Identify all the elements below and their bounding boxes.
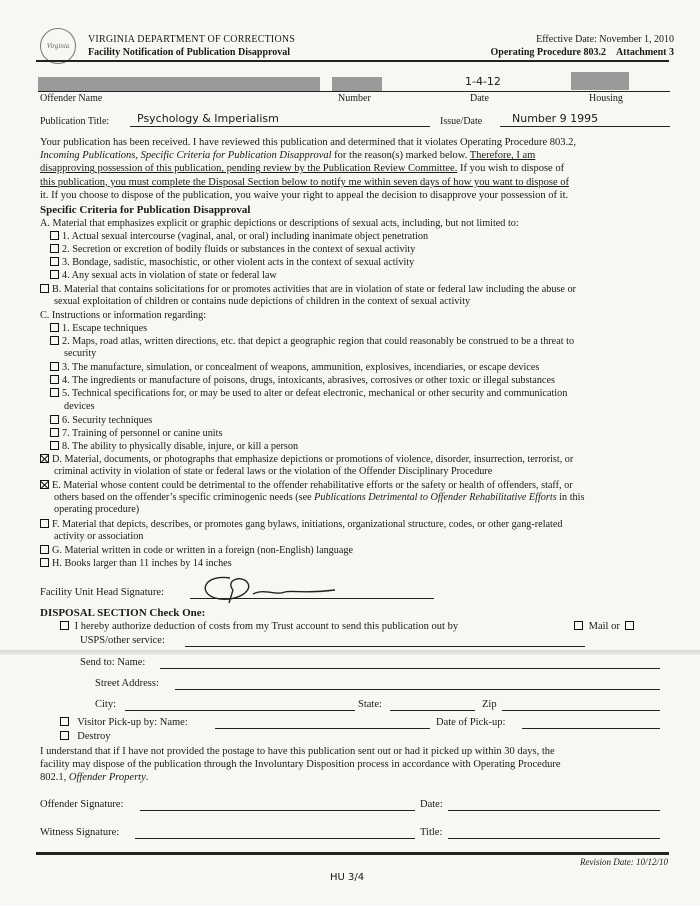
criteria-c2-label: 2. Maps, road atlas, written directions, etc. that depict a geographic region that could reasonably be construed to be a threat to bbox=[62, 336, 575, 347]
checkbox-usps[interactable] bbox=[625, 621, 634, 630]
date-pickup-label: Date of Pick-up: bbox=[436, 717, 506, 728]
issue-date-label: Issue/Date bbox=[440, 116, 483, 127]
signature-scribble-icon bbox=[195, 570, 345, 604]
send-to-name-line[interactable] bbox=[160, 668, 660, 669]
intro-paragraph bbox=[40, 136, 672, 202]
city-label: City: bbox=[95, 699, 117, 710]
checkbox-c8[interactable] bbox=[50, 441, 59, 450]
number-label: Number bbox=[338, 93, 371, 104]
checkbox-d-checked[interactable] bbox=[40, 454, 49, 463]
intro-line-4 bbox=[40, 176, 672, 189]
checkbox-c3[interactable] bbox=[50, 362, 59, 371]
housing-label: Housing bbox=[589, 93, 623, 104]
criteria-f-cont: activity or association bbox=[54, 531, 144, 542]
zip-label: Zip bbox=[482, 699, 497, 710]
checkbox-c6[interactable] bbox=[50, 415, 59, 424]
notice-line-3-a: 802.1, bbox=[40, 772, 69, 784]
criteria-e-cont2: operating procedure) bbox=[54, 504, 140, 515]
criteria-c2-cont: security bbox=[64, 348, 97, 359]
criteria-d-label: D. Material, documents, or photographs that emphasize depictions or promotions of violence, disorder, insurrection, terrorist, or bbox=[52, 454, 574, 465]
criteria-b-label: B. Material that contains solicitations for or promotes activities that are in violation of state or federal law including the abuse or bbox=[52, 284, 576, 295]
offender-date-line[interactable] bbox=[448, 810, 660, 811]
header-right bbox=[491, 33, 675, 59]
criteria-g bbox=[40, 545, 353, 557]
witness-signature-label: Witness Signature: bbox=[40, 827, 120, 838]
procedure-ref bbox=[491, 46, 675, 59]
offender-name-label: Offender Name bbox=[40, 93, 103, 104]
date-value[interactable]: 1-4-12 bbox=[465, 75, 501, 88]
criteria-c1-label: 1. Escape techniques bbox=[62, 323, 148, 334]
criteria-c4 bbox=[50, 375, 555, 387]
footer-rule bbox=[36, 852, 669, 855]
criteria-a: A. Material that emphasizes explicit or graphic depictions or descriptions of sexual acts, including, but not limited to: bbox=[40, 218, 519, 229]
intro-line-5: it. If you choose to dispose of the publication, you waive your right to appeal the decision to disapprove your possession of it. bbox=[40, 189, 569, 201]
criteria-c: C. Instructions or information regarding: bbox=[40, 310, 207, 321]
criteria-a4-label: 4. Any sexual acts in violation of state or federal law bbox=[62, 270, 277, 281]
city-line[interactable] bbox=[125, 710, 355, 711]
criteria-heading: Specific Criteria for Publication Disapproval bbox=[40, 204, 251, 216]
facility-signature-label: Facility Unit Head Signature: bbox=[40, 587, 164, 598]
checkbox-c1[interactable] bbox=[50, 323, 59, 332]
criteria-c6-label: 6. Security techniques bbox=[62, 415, 153, 426]
zip-line[interactable] bbox=[502, 710, 660, 711]
checkbox-f[interactable] bbox=[40, 519, 49, 528]
scan-band bbox=[0, 650, 700, 655]
criteria-a2 bbox=[50, 244, 415, 256]
redacted-offender-name bbox=[38, 77, 320, 91]
usps-line bbox=[185, 646, 585, 647]
checkbox-a1[interactable] bbox=[50, 231, 59, 240]
authorize-label: I hereby authorize deduction of costs from my Trust account to send this publication out by bbox=[74, 621, 459, 632]
criteria-c8-label: 8. The ability to physically disable, injure, or kill a person bbox=[62, 441, 299, 452]
checkbox-b[interactable] bbox=[40, 284, 49, 293]
publication-title-value[interactable]: Psychology & Imperialism bbox=[137, 112, 279, 125]
mail-option bbox=[574, 621, 637, 632]
criteria-a4 bbox=[50, 270, 277, 282]
criteria-b-cont: sexual exploitation of children or contains nude depictions of children in the context of sexual activity bbox=[54, 296, 471, 307]
criteria-f-label: F. Material that depicts, describes, or promotes gang bylaws, initiations, organizational structure, codes, or other gang-related bbox=[52, 519, 563, 530]
checkbox-c5[interactable] bbox=[50, 388, 59, 397]
checkbox-c2[interactable] bbox=[50, 336, 59, 345]
disposal-heading: DISPOSAL SECTION Check One: bbox=[40, 607, 206, 619]
criteria-e-label: E. Material whose content could be detrimental to the offender rehabilitative efforts or the safety or health of offenders, staff, or bbox=[52, 480, 573, 491]
seal-icon bbox=[40, 28, 76, 64]
criteria-f bbox=[40, 519, 563, 531]
checkbox-authorize[interactable] bbox=[60, 621, 69, 630]
date-label: Date bbox=[470, 93, 489, 104]
criteria-h bbox=[40, 558, 232, 570]
intro-line-2-underline: Therefore, I am bbox=[469, 150, 536, 162]
checkbox-c7[interactable] bbox=[50, 428, 59, 437]
intro-line-2-rest: for the reason(s) marked below. bbox=[331, 150, 470, 162]
offender-date-label: Date: bbox=[420, 799, 443, 810]
criteria-c5 bbox=[50, 388, 567, 400]
criteria-c6 bbox=[50, 415, 152, 427]
criteria-c2 bbox=[50, 336, 574, 348]
intro-line-4-underline: this publication, you must complete the Disposal Section below to notify me within seven days of how you want to dispose of bbox=[40, 176, 570, 188]
authorize-option bbox=[60, 621, 458, 632]
intro-line-1: Your publication has been received. I have reviewed this publication and determined that it violates Operating Procedure 803.2, bbox=[40, 137, 577, 148]
send-to-name-label: Send to: Name: bbox=[80, 657, 146, 668]
issue-date-line bbox=[500, 126, 670, 127]
criteria-a3 bbox=[50, 257, 414, 269]
criteria-e bbox=[40, 480, 573, 492]
destroy-label: Destroy bbox=[77, 731, 111, 742]
intro-line-2 bbox=[40, 149, 672, 162]
page-stamp: HU 3/4 bbox=[330, 872, 365, 883]
visitor-name-line[interactable] bbox=[215, 728, 430, 729]
witness-title-label: Title: bbox=[420, 827, 443, 838]
criteria-d-cont: criminal activity in violation of state or federal laws or the violation of the Offender Disciplinary Procedure bbox=[54, 466, 493, 477]
offender-signature-line[interactable] bbox=[140, 810, 415, 811]
revision-date: Revision Date: 10/12/10 bbox=[580, 857, 668, 867]
criteria-c5-cont: devices bbox=[64, 401, 95, 412]
notice-line-3-italic: Offender Property bbox=[68, 772, 146, 784]
criteria-c1 bbox=[50, 323, 147, 335]
attachment-number: Attachment 3 bbox=[615, 47, 674, 58]
destroy-option bbox=[60, 731, 111, 742]
criteria-g-label: G. Material written in code or written in a foreign (non-English) language bbox=[52, 545, 354, 556]
criteria-d bbox=[40, 454, 573, 466]
intro-line-3-underline: disapproving possession of this publication, pending review by the Publication Review Committee. bbox=[40, 163, 458, 175]
redacted-number bbox=[332, 77, 382, 91]
state-label: State: bbox=[358, 699, 382, 710]
offender-signature-label: Offender Signature: bbox=[40, 799, 124, 810]
witness-signature-line[interactable] bbox=[135, 838, 415, 839]
disposal-notice bbox=[40, 745, 672, 785]
checkbox-a2[interactable] bbox=[50, 244, 59, 253]
notice-line-1: I understand that if I have not provided the postage to have this publication sent out or had it picked up within 30 days, the bbox=[40, 746, 555, 757]
seal-text: Virginia bbox=[46, 42, 70, 50]
notice-line-3-b: . bbox=[145, 772, 149, 784]
publication-title-label: Publication Title: bbox=[40, 116, 110, 127]
visitor-pickup-option bbox=[60, 717, 188, 728]
criteria-c4-label: 4. The ingredients or manufacture of poisons, drugs, intoxicants, abrasives, corrosives or other toxic or illegal substances bbox=[62, 375, 555, 386]
effective-date: Effective Date: November 1, 2010 bbox=[536, 34, 674, 45]
mail-label: Mail or bbox=[588, 621, 620, 632]
offender-line bbox=[38, 91, 670, 92]
criteria-b bbox=[40, 284, 576, 296]
checkbox-mail[interactable] bbox=[574, 621, 583, 630]
street-address-line[interactable] bbox=[175, 689, 660, 690]
criteria-c7 bbox=[50, 428, 222, 440]
criteria-a1-label: 1. Actual sexual intercourse (vaginal, anal, or oral) including inanimate object penetration bbox=[62, 231, 429, 242]
usps-label: USPS/other service: bbox=[80, 635, 165, 646]
checkbox-destroy[interactable] bbox=[60, 731, 69, 740]
checkbox-a4[interactable] bbox=[50, 270, 59, 279]
publication-title-line bbox=[130, 126, 430, 127]
street-address-label: Street Address: bbox=[95, 678, 159, 689]
criteria-a1 bbox=[50, 231, 428, 243]
criteria-e-cont-b: in this bbox=[556, 492, 585, 503]
criteria-a3-label: 3. Bondage, sadistic, masochistic, or other violent acts in the context of sexual activity bbox=[62, 257, 415, 268]
redacted-housing bbox=[571, 72, 629, 90]
date-pickup-line[interactable] bbox=[522, 728, 660, 729]
criteria-c3 bbox=[50, 362, 539, 374]
criteria-e-cont-italic: Publications Detrimental to Offender Rehabilitative Efforts bbox=[314, 492, 557, 503]
criteria-a2-label: 2. Secretion or excretion of bodily fluids or substances in the context of sexual activity bbox=[62, 244, 416, 255]
header-rule bbox=[36, 60, 669, 62]
witness-title-line[interactable] bbox=[448, 838, 660, 839]
criteria-c7-label: 7. Training of personnel or canine units bbox=[62, 428, 223, 439]
checkbox-g[interactable] bbox=[40, 545, 49, 554]
notice-line-2: facility may dispose of the publication through the Involuntary Disposition process in accordance with Operating Procedure bbox=[40, 759, 561, 771]
issue-date-value[interactable]: Number 9 1995 bbox=[512, 112, 599, 125]
state-line[interactable] bbox=[390, 710, 475, 711]
criteria-h-label: H. Books larger than 11 inches by 14 inches bbox=[52, 558, 232, 569]
procedure-title: Incoming Publications, Specific Criteria for Publication Disapproval bbox=[40, 150, 332, 162]
checkbox-visitor-pickup[interactable] bbox=[60, 717, 69, 726]
checkbox-c4[interactable] bbox=[50, 375, 59, 384]
procedure-number: Operating Procedure 803.2 bbox=[490, 47, 606, 58]
criteria-c5-label: 5. Technical specifications for, or may be used to alter or defeat electronic, mechanical or other security and communication bbox=[62, 388, 568, 399]
form-title: Facility Notification of Publication Disapproval bbox=[88, 47, 291, 58]
department-name: VIRGINIA DEPARTMENT OF CORRECTIONS bbox=[88, 34, 296, 45]
checkbox-h[interactable] bbox=[40, 558, 49, 567]
checkbox-e-checked[interactable] bbox=[40, 480, 49, 489]
criteria-c3-label: 3. The manufacture, simulation, or concealment of weapons, ammunition, explosives, incendiaries, or escape devices bbox=[62, 362, 540, 373]
criteria-c8 bbox=[50, 441, 298, 453]
criteria-e-cont bbox=[54, 492, 584, 504]
intro-line-3 bbox=[40, 162, 672, 175]
notice-line-3 bbox=[40, 771, 672, 784]
intro-line-3-rest: If you wish to dispose of bbox=[457, 163, 565, 175]
visitor-pickup-label: Visitor Pick-up by: Name: bbox=[77, 717, 188, 728]
criteria-e-cont-a: others based on the offender’s specific criminogenic needs (see bbox=[54, 492, 315, 503]
checkbox-a3[interactable] bbox=[50, 257, 59, 266]
header-left bbox=[88, 33, 295, 59]
